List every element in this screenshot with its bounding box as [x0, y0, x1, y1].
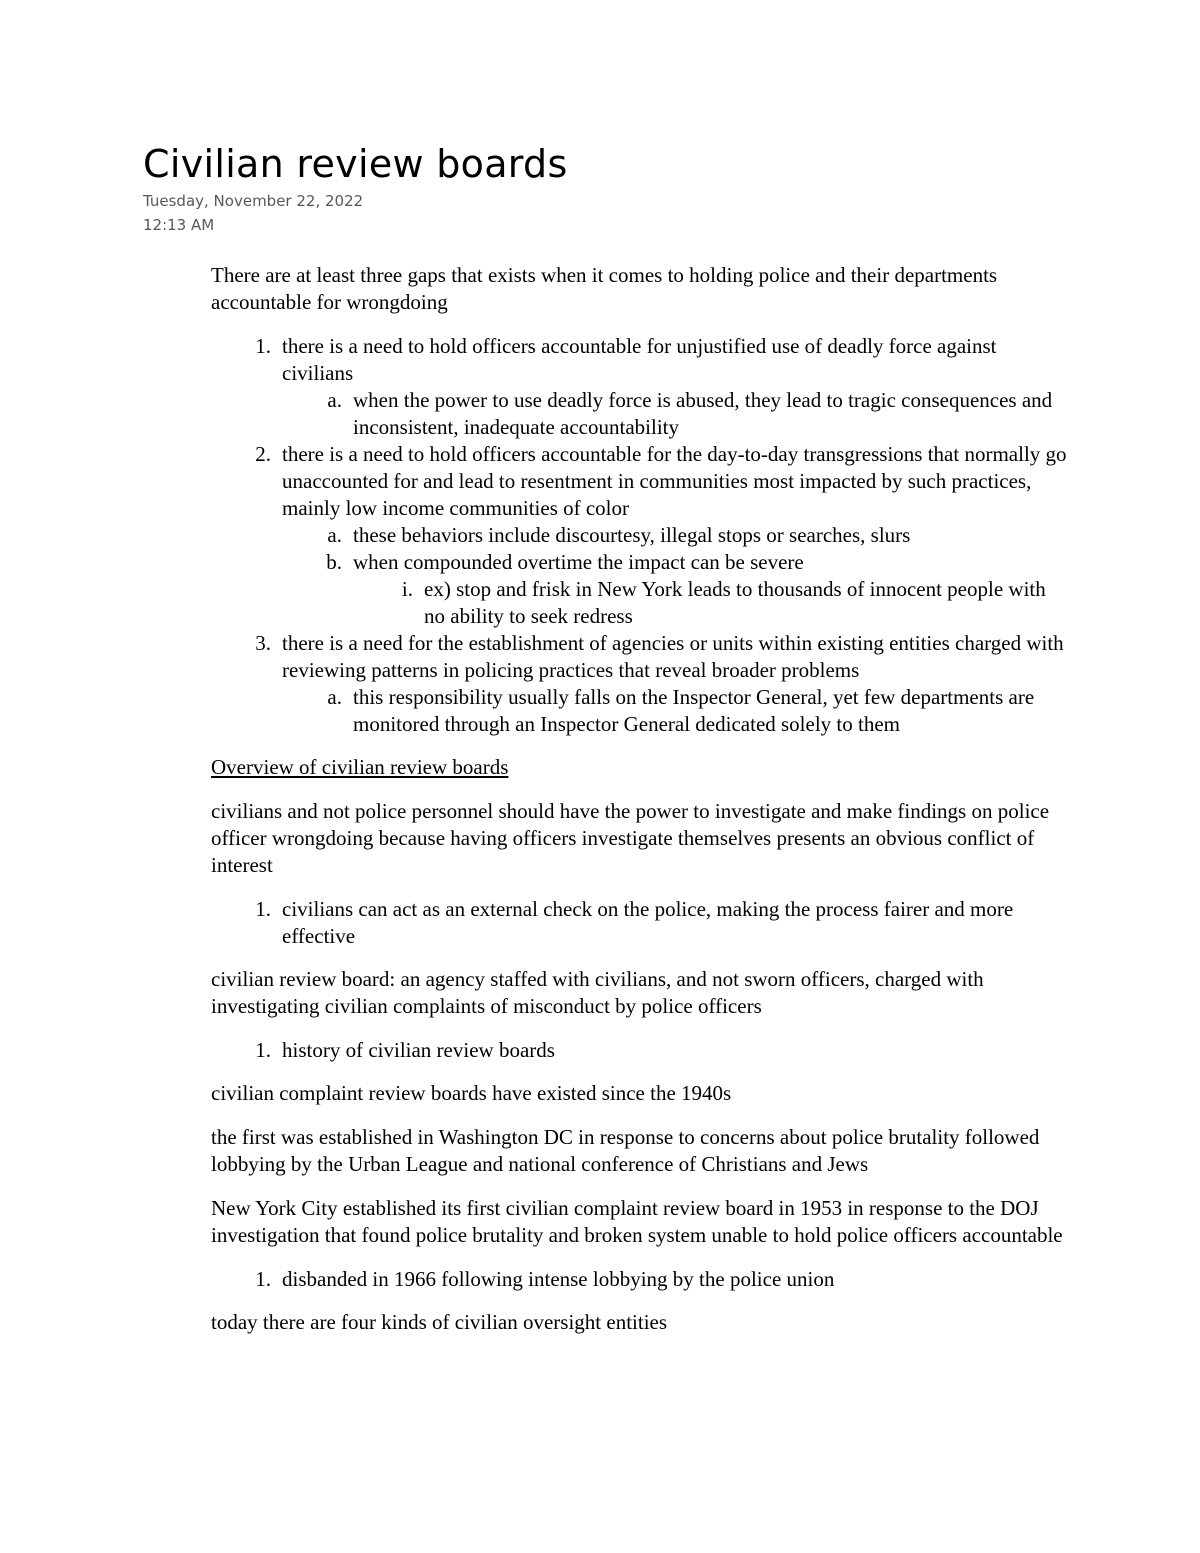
list-item-text: there is a need for the establishment of agencies or units within existing entities charged with reviewing patterns in policing practices that reveal broader problems — [282, 631, 1064, 682]
list-marker: 3. — [255, 631, 271, 655]
list-item-text: disbanded in 1966 following intense lobbying by the police union — [282, 1267, 835, 1291]
gaps-list — [211, 333, 1071, 738]
list-item — [282, 387, 1071, 441]
sub-sub-list — [353, 576, 1071, 630]
list-marker: a. — [327, 523, 342, 547]
list-item — [211, 441, 1071, 630]
list-marker: 2. — [255, 442, 271, 466]
list-marker: 1. — [255, 1267, 271, 1291]
sub-list — [282, 522, 1071, 630]
list-item-text: these behaviors include discourtesy, illegal stops or searches, slurs — [353, 523, 911, 547]
list-marker: i. — [401, 577, 413, 601]
list-item-text: civilians can act as an external check on the police, making the process fairer and more effective — [282, 897, 1014, 948]
list-item — [211, 1266, 1071, 1293]
list-item — [282, 522, 1071, 549]
note-time: 12:13 AM — [143, 216, 215, 234]
list-item — [282, 684, 1071, 738]
note-body — [211, 262, 1071, 1353]
history-paragraph-1: civilian complaint review boards have existed since the 1940s — [211, 1081, 732, 1105]
history-list — [211, 1037, 1071, 1064]
list-marker: a. — [327, 388, 342, 412]
list-item-text: when the power to use deadly force is abused, they lead to tragic consequences and inconsistent, inadequate accountability — [353, 388, 1053, 439]
list-marker: 1. — [255, 897, 271, 921]
overview-heading — [211, 754, 1071, 781]
list-item-text: history of civilian review boards — [282, 1038, 555, 1062]
list-item-text: when compounded overtime the impact can be severe — [353, 550, 804, 574]
history-paragraph-3: New York City established its first civilian complaint review board in 1953 in response to the DOJ investigation that found police brutality and broken system unable to hold police officers accountable — [211, 1196, 1063, 1247]
overview-list — [211, 896, 1071, 950]
list-item — [353, 576, 1071, 630]
definition-paragraph: civilian review board: an agency staffed with civilians, and not sworn officers, charged with investigating civilian complaints of misconduct by police officers — [211, 967, 984, 1018]
sub-list — [282, 684, 1071, 738]
list-item-text: there is a need to hold officers accountable for unjustified use of deadly force against civilians — [282, 334, 997, 385]
list-item-text: ex) stop and frisk in New York leads to thousands of innocent people with no ability to seek redress — [424, 577, 1046, 628]
overview-heading-text: Overview of civilian review boards — [211, 755, 509, 779]
list-item — [282, 549, 1071, 630]
list-marker: b. — [326, 550, 342, 574]
list-item — [211, 630, 1071, 738]
list-item-text: this responsibility usually falls on the Inspector General, yet few departments are monitored through an Inspector General dedicated solely to them — [353, 685, 1035, 736]
nyc-list — [211, 1266, 1071, 1293]
history-paragraph-2: the first was established in Washington DC in response to concerns about police brutality followed lobbying by the Urban League and national conference of Christians and Jews — [211, 1125, 1040, 1176]
sub-list — [282, 387, 1071, 441]
list-item — [211, 333, 1071, 441]
list-item — [211, 1037, 1071, 1064]
closing-paragraph: today there are four kinds of civilian oversight entities — [211, 1310, 668, 1334]
list-marker: 1. — [255, 1038, 271, 1062]
list-item — [211, 896, 1071, 950]
overview-paragraph: civilians and not police personnel should have the power to investigate and make findings on police officer wrongdoing because having officers investigate themselves presents an obvious conflict of interest — [211, 799, 1050, 877]
list-marker: a. — [327, 685, 342, 709]
page-title: Civilian review boards — [143, 142, 568, 186]
list-item-text: there is a need to hold officers accountable for the day-to-day transgressions that normally go unaccounted for and lead to resentment in communities most impacted by such practices, mainly low income communities of color — [282, 442, 1067, 520]
intro-paragraph: There are at least three gaps that exists when it comes to holding police and their departments accountable for wrongdoing — [211, 263, 998, 314]
note-date: Tuesday, November 22, 2022 — [143, 192, 364, 210]
list-marker: 1. — [255, 334, 271, 358]
